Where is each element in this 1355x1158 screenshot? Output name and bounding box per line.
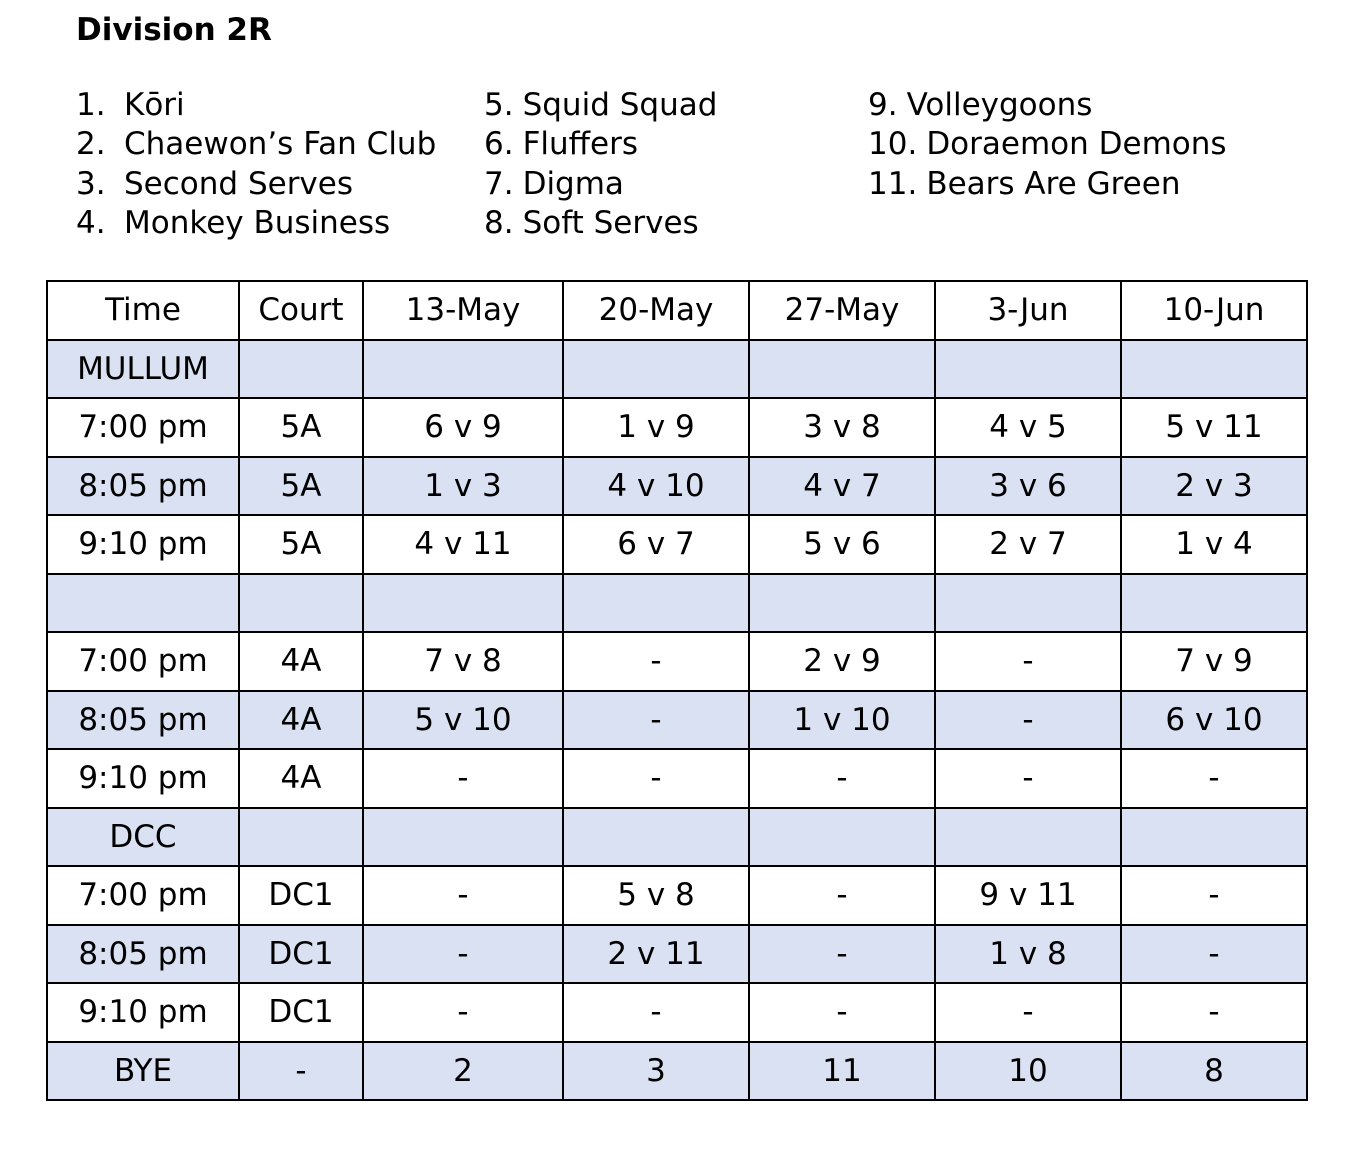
match-cell: -: [935, 983, 1121, 1042]
match-cell: 1 v 4: [1121, 515, 1307, 574]
match-cell: 2 v 9: [749, 632, 935, 691]
team-number: 6.: [484, 126, 514, 163]
team-name: Volleygoons: [906, 87, 1093, 123]
time-cell: 9:10 pm: [47, 515, 239, 574]
table-row: [47, 749, 1307, 808]
team-number: 10.: [868, 126, 918, 163]
time-cell: 7:00 pm: [47, 398, 239, 457]
header-date: 13-May: [363, 281, 563, 340]
match-cell: [1121, 808, 1307, 867]
team-item: [76, 86, 436, 125]
team-number: 4.: [76, 204, 106, 241]
match-cell: 1 v 3: [363, 457, 563, 516]
match-cell: -: [935, 632, 1121, 691]
match-cell: 7 v 9: [1121, 632, 1307, 691]
match-cell: 2 v 3: [1121, 457, 1307, 516]
team-list-column-3: [868, 86, 1227, 204]
match-cell: [363, 574, 563, 633]
team-name: Doraemon Demons: [926, 126, 1227, 163]
match-cell: [363, 340, 563, 399]
team-item: [484, 86, 717, 125]
match-cell: 3 v 6: [935, 457, 1121, 516]
match-cell: -: [563, 691, 749, 750]
court-cell: -: [239, 1042, 363, 1101]
table-row: [47, 632, 1307, 691]
match-cell: [1121, 574, 1307, 633]
team-item: [76, 165, 436, 204]
match-cell: [363, 808, 563, 867]
court-cell: 4A: [239, 749, 363, 808]
match-cell: -: [363, 749, 563, 808]
match-cell: -: [363, 925, 563, 984]
table-row: [47, 983, 1307, 1042]
team-number: 3.: [76, 165, 106, 202]
schedule-body: [47, 340, 1307, 1101]
time-cell: 8:05 pm: [47, 925, 239, 984]
header-date: 3-Jun: [935, 281, 1121, 340]
court-cell: 5A: [239, 457, 363, 516]
team-name: Digma: [522, 165, 624, 202]
match-cell: 6 v 7: [563, 515, 749, 574]
team-number: 2.: [76, 126, 106, 163]
time-cell: [47, 574, 239, 633]
table-row: [47, 866, 1307, 925]
match-cell: -: [749, 866, 935, 925]
time-cell: 9:10 pm: [47, 749, 239, 808]
team-item: [76, 125, 436, 164]
court-cell: DC1: [239, 866, 363, 925]
match-cell: [1121, 340, 1307, 399]
match-cell: -: [1121, 866, 1307, 925]
table-row: [47, 691, 1307, 750]
team-list-column-1: [76, 86, 436, 243]
time-cell: BYE: [47, 1042, 239, 1101]
match-cell: [563, 808, 749, 867]
match-cell: 1 v 9: [563, 398, 749, 457]
time-cell: 8:05 pm: [47, 691, 239, 750]
match-cell: [563, 574, 749, 633]
match-cell: -: [749, 925, 935, 984]
court-cell: DC1: [239, 983, 363, 1042]
match-cell: -: [935, 691, 1121, 750]
team-list: [0, 86, 1355, 246]
team-list-column-2: [484, 86, 717, 243]
match-cell: 1 v 8: [935, 925, 1121, 984]
team-item: [868, 86, 1227, 125]
match-cell: [749, 808, 935, 867]
time-cell: 9:10 pm: [47, 983, 239, 1042]
match-cell: [935, 340, 1121, 399]
match-cell: 8: [1121, 1042, 1307, 1101]
team-item: [484, 204, 717, 243]
match-cell: [563, 340, 749, 399]
match-cell: 10: [935, 1042, 1121, 1101]
team-number: 11.: [868, 165, 918, 202]
header-time: Time: [47, 281, 239, 340]
match-cell: 2 v 11: [563, 925, 749, 984]
table-row: [47, 574, 1307, 633]
match-cell: 4 v 11: [363, 515, 563, 574]
team-name: Monkey Business: [124, 204, 391, 241]
team-number: 1.: [76, 87, 106, 123]
match-cell: -: [1121, 749, 1307, 808]
table-row: [47, 457, 1307, 516]
team-number: 9.: [868, 87, 898, 123]
match-cell: 4 v 7: [749, 457, 935, 516]
match-cell: [749, 574, 935, 633]
court-cell: [239, 574, 363, 633]
schedule-table: [46, 280, 1308, 1101]
court-cell: 5A: [239, 398, 363, 457]
match-cell: -: [563, 983, 749, 1042]
match-cell: 5 v 11: [1121, 398, 1307, 457]
team-item: [484, 125, 717, 164]
match-cell: -: [1121, 983, 1307, 1042]
time-cell: 7:00 pm: [47, 866, 239, 925]
team-number: 5.: [484, 87, 514, 123]
team-name: Second Serves: [124, 165, 354, 202]
header-date: 27-May: [749, 281, 935, 340]
match-cell: 5 v 6: [749, 515, 935, 574]
team-name: Chaewon’s Fan Club: [124, 126, 437, 163]
match-cell: [935, 574, 1121, 633]
match-cell: -: [935, 749, 1121, 808]
page-title: Division 2R: [76, 12, 272, 48]
time-cell: 7:00 pm: [47, 632, 239, 691]
match-cell: 6 v 10: [1121, 691, 1307, 750]
court-cell: 4A: [239, 632, 363, 691]
match-cell: -: [563, 749, 749, 808]
match-cell: 2 v 7: [935, 515, 1121, 574]
match-cell: 7 v 8: [363, 632, 563, 691]
match-cell: 11: [749, 1042, 935, 1101]
table-row: [47, 398, 1307, 457]
match-cell: 9 v 11: [935, 866, 1121, 925]
match-cell: 3: [563, 1042, 749, 1101]
match-cell: -: [363, 983, 563, 1042]
table-row: [47, 340, 1307, 399]
time-cell: MULLUM: [47, 340, 239, 399]
team-item: [484, 165, 717, 204]
court-cell: [239, 340, 363, 399]
team-name: Bears Are Green: [926, 165, 1181, 202]
table-row: [47, 515, 1307, 574]
match-cell: -: [563, 632, 749, 691]
team-name: Kōri: [124, 87, 185, 123]
team-item: [868, 125, 1227, 164]
match-cell: 5 v 8: [563, 866, 749, 925]
match-cell: 1 v 10: [749, 691, 935, 750]
header-court: Court: [239, 281, 363, 340]
team-name: Soft Serves: [522, 204, 699, 241]
match-cell: 2: [363, 1042, 563, 1101]
team-number: 8.: [484, 204, 514, 241]
table-row: [47, 925, 1307, 984]
table-row: [47, 808, 1307, 867]
table-row: [47, 1042, 1307, 1101]
match-cell: -: [363, 866, 563, 925]
match-cell: [935, 808, 1121, 867]
match-cell: [749, 340, 935, 399]
time-cell: 8:05 pm: [47, 457, 239, 516]
court-cell: DC1: [239, 925, 363, 984]
header-date: 20-May: [563, 281, 749, 340]
team-item: [76, 204, 436, 243]
team-item: [868, 165, 1227, 204]
match-cell: 4 v 5: [935, 398, 1121, 457]
match-cell: 5 v 10: [363, 691, 563, 750]
team-number: 7.: [484, 165, 514, 202]
time-cell: DCC: [47, 808, 239, 867]
court-cell: [239, 808, 363, 867]
team-name: Squid Squad: [522, 87, 718, 123]
match-cell: -: [749, 749, 935, 808]
team-name: Fluffers: [522, 126, 638, 163]
match-cell: 3 v 8: [749, 398, 935, 457]
court-cell: 5A: [239, 515, 363, 574]
match-cell: 4 v 10: [563, 457, 749, 516]
header-date: 10-Jun: [1121, 281, 1307, 340]
match-cell: -: [749, 983, 935, 1042]
court-cell: 4A: [239, 691, 363, 750]
match-cell: 6 v 9: [363, 398, 563, 457]
match-cell: -: [1121, 925, 1307, 984]
table-header-row: [47, 281, 1307, 340]
